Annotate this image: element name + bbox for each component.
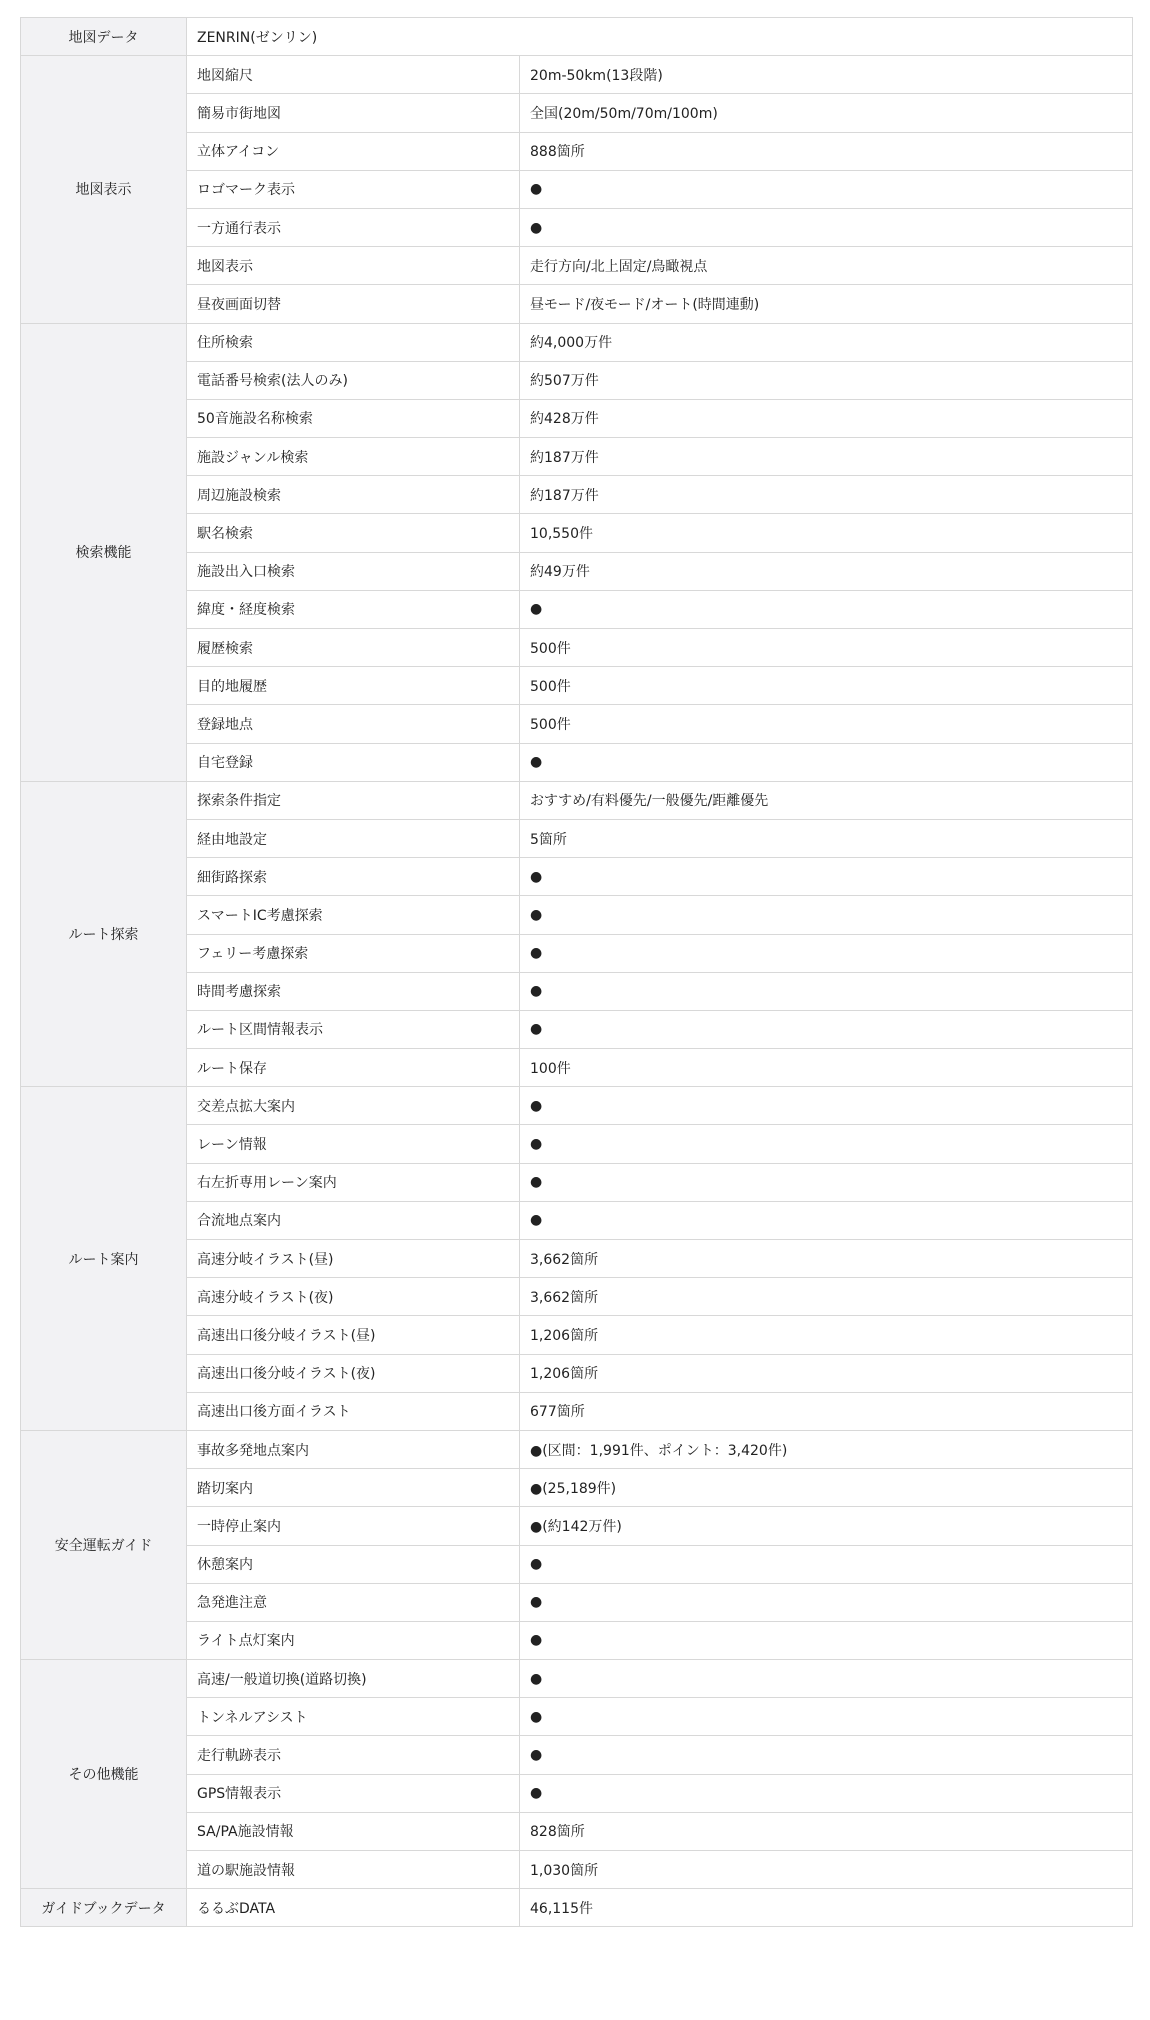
table-row: [21, 1316, 1133, 1354]
value-cell: 約428万件: [520, 399, 1133, 437]
item-cell: 高速分岐イラスト(夜): [187, 1278, 520, 1316]
table-row: [21, 1812, 1133, 1850]
value-cell: ●: [520, 1698, 1133, 1736]
item-cell: 緯度・経度検索: [187, 590, 520, 628]
table-row: [21, 1010, 1133, 1048]
value-cell: 3,662箇所: [520, 1278, 1133, 1316]
value-cell: 828箇所: [520, 1812, 1133, 1850]
table-row: [21, 705, 1133, 743]
item-cell: 一方通行表示: [187, 208, 520, 246]
value-cell: ●: [520, 1201, 1133, 1239]
item-cell: 立体アイコン: [187, 132, 520, 170]
item-cell: 目的地履歴: [187, 667, 520, 705]
table-row: [21, 208, 1133, 246]
category-cell: ルート案内: [21, 1087, 187, 1431]
value-cell: ●: [520, 934, 1133, 972]
table-row: [21, 1698, 1133, 1736]
value-cell: 500件: [520, 629, 1133, 667]
table-row: [21, 667, 1133, 705]
item-cell: ロゴマーク表示: [187, 170, 520, 208]
table-row: [21, 1545, 1133, 1583]
table-row: [21, 56, 1133, 94]
item-cell: 道の駅施設情報: [187, 1851, 520, 1889]
item-cell: 簡易市街地図: [187, 94, 520, 132]
value-cell: 3,662箇所: [520, 1240, 1133, 1278]
table-row: [21, 1851, 1133, 1889]
category-cell: その他機能: [21, 1660, 187, 1889]
table-row: [21, 1087, 1133, 1125]
table-row: [21, 247, 1133, 285]
value-cell: ●(区間：1,991件、ポイント：3,420件): [520, 1430, 1133, 1468]
spec-table-body: [21, 18, 1133, 1927]
value-cell: 677箇所: [520, 1392, 1133, 1430]
category-cell: 検索機能: [21, 323, 187, 781]
table-row: [21, 972, 1133, 1010]
table-row: [21, 1889, 1133, 1927]
item-cell: 履歴検索: [187, 629, 520, 667]
value-cell: ●: [520, 1621, 1133, 1659]
item-cell: 交差点拡大案内: [187, 1087, 520, 1125]
value-cell: 500件: [520, 705, 1133, 743]
table-row: [21, 1774, 1133, 1812]
item-cell: 踏切案内: [187, 1469, 520, 1507]
category-cell: 地図データ: [21, 18, 187, 56]
value-cell: 昼モード/夜モード/オート(時間連動): [520, 285, 1133, 323]
table-row: [21, 285, 1133, 323]
category-cell: ルート探索: [21, 781, 187, 1087]
table-row: [21, 1507, 1133, 1545]
value-cell: ●: [520, 972, 1133, 1010]
item-cell: 高速出口後分岐イラスト(昼): [187, 1316, 520, 1354]
item-cell: 駅名検索: [187, 514, 520, 552]
table-row: [21, 743, 1133, 781]
table-row: [21, 18, 1133, 56]
value-cell: 全国(20m/50m/70m/100m): [520, 94, 1133, 132]
item-cell: 時間考慮探索: [187, 972, 520, 1010]
item-cell: 一時停止案内: [187, 1507, 520, 1545]
table-row: [21, 476, 1133, 514]
item-cell: 地図表示: [187, 247, 520, 285]
item-cell: 登録地点: [187, 705, 520, 743]
item-cell: ルート区間情報表示: [187, 1010, 520, 1048]
item-cell: 走行軌跡表示: [187, 1736, 520, 1774]
value-cell: ●(25,189件): [520, 1469, 1133, 1507]
item-cell: ルート保存: [187, 1049, 520, 1087]
value-cell: 約49万件: [520, 552, 1133, 590]
item-cell: るるぶDATA: [187, 1889, 520, 1927]
item-cell: 高速出口後方面イラスト: [187, 1392, 520, 1430]
item-cell: 急発進注意: [187, 1583, 520, 1621]
value-cell: ●: [520, 1583, 1133, 1621]
table-row: [21, 361, 1133, 399]
item-cell: 休憩案内: [187, 1545, 520, 1583]
item-cell: レーン情報: [187, 1125, 520, 1163]
value-cell: ●: [520, 1087, 1133, 1125]
value-cell: 約507万件: [520, 361, 1133, 399]
value-cell: 1,206箇所: [520, 1316, 1133, 1354]
item-cell: 地図縮尺: [187, 56, 520, 94]
table-row: [21, 629, 1133, 667]
item-cell: 50音施設名称検索: [187, 399, 520, 437]
value-cell: 1,206箇所: [520, 1354, 1133, 1392]
value-cell: ●: [520, 1545, 1133, 1583]
category-cell: ガイドブックデータ: [21, 1889, 187, 1927]
table-row: [21, 514, 1133, 552]
table-row: [21, 1583, 1133, 1621]
item-cell: スマートIC考慮探索: [187, 896, 520, 934]
value-cell: 約4,000万件: [520, 323, 1133, 361]
table-row: [21, 323, 1133, 361]
value-cell: ●: [520, 1736, 1133, 1774]
item-cell: 合流地点案内: [187, 1201, 520, 1239]
item-cell: 自宅登録: [187, 743, 520, 781]
value-cell: 約187万件: [520, 438, 1133, 476]
value-cell: ●: [520, 858, 1133, 896]
table-row: [21, 858, 1133, 896]
item-cell: 高速分岐イラスト(昼): [187, 1240, 520, 1278]
value-cell: ●(約142万件): [520, 1507, 1133, 1545]
table-row: [21, 1392, 1133, 1430]
value-cell: 走行方向/北上固定/鳥瞰視点: [520, 247, 1133, 285]
table-row: [21, 1621, 1133, 1659]
value-cell: 46,115件: [520, 1889, 1133, 1927]
table-row: [21, 781, 1133, 819]
table-row: [21, 934, 1133, 972]
table-row: [21, 819, 1133, 857]
item-cell: GPS情報表示: [187, 1774, 520, 1812]
table-row: [21, 1278, 1133, 1316]
table-row: [21, 896, 1133, 934]
table-row: [21, 1201, 1133, 1239]
item-cell: 右左折専用レーン案内: [187, 1163, 520, 1201]
item-cell: トンネルアシスト: [187, 1698, 520, 1736]
item-cell: 施設ジャンル検索: [187, 438, 520, 476]
value-cell: 500件: [520, 667, 1133, 705]
spec-table-container: [20, 17, 1132, 1927]
value-cell: 5箇所: [520, 819, 1133, 857]
table-row: [21, 1125, 1133, 1163]
item-cell: 電話番号検索(法人のみ): [187, 361, 520, 399]
item-cell: 住所検索: [187, 323, 520, 361]
item-cell: 高速出口後分岐イラスト(夜): [187, 1354, 520, 1392]
item-cell: 周辺施設検索: [187, 476, 520, 514]
item-cell: 昼夜画面切替: [187, 285, 520, 323]
item-cell: 事故多発地点案内: [187, 1430, 520, 1468]
value-cell: 約187万件: [520, 476, 1133, 514]
table-row: [21, 1660, 1133, 1698]
item-cell: 高速/一般道切換(道路切換): [187, 1660, 520, 1698]
value-cell: 888箇所: [520, 132, 1133, 170]
category-cell: 安全運転ガイド: [21, 1430, 187, 1659]
value-cell: おすすめ/有料優先/一般優先/距離優先: [520, 781, 1133, 819]
value-cell: 10,550件: [520, 514, 1133, 552]
value-cell: 100件: [520, 1049, 1133, 1087]
value-cell: ●: [520, 170, 1133, 208]
spec-table: [20, 17, 1133, 1927]
value-cell: ●: [520, 1125, 1133, 1163]
category-cell: 地図表示: [21, 56, 187, 323]
table-row: [21, 399, 1133, 437]
table-row: [21, 1049, 1133, 1087]
value-cell: ●: [520, 743, 1133, 781]
value-cell: ●: [520, 590, 1133, 628]
value-cell: 1,030箇所: [520, 1851, 1133, 1889]
table-row: [21, 590, 1133, 628]
table-row: [21, 1354, 1133, 1392]
value-cell: 20m-50km(13段階): [520, 56, 1133, 94]
item-cell: フェリー考慮探索: [187, 934, 520, 972]
item-cell: SA/PA施設情報: [187, 1812, 520, 1850]
table-row: [21, 1430, 1133, 1468]
value-cell: ●: [520, 1010, 1133, 1048]
table-row: [21, 1163, 1133, 1201]
item-cell: 施設出入口検索: [187, 552, 520, 590]
value-cell: ●: [520, 1660, 1133, 1698]
value-cell: ●: [520, 1163, 1133, 1201]
item-cell: ライト点灯案内: [187, 1621, 520, 1659]
item-cell: 探索条件指定: [187, 781, 520, 819]
table-row: [21, 1240, 1133, 1278]
table-row: [21, 94, 1133, 132]
item-cell: 経由地設定: [187, 819, 520, 857]
table-row: [21, 1469, 1133, 1507]
table-row: [21, 438, 1133, 476]
value-cell: ●: [520, 208, 1133, 246]
table-row: [21, 170, 1133, 208]
value-cell: ●: [520, 896, 1133, 934]
table-row: [21, 552, 1133, 590]
table-row: [21, 132, 1133, 170]
item-cell: 細街路探索: [187, 858, 520, 896]
value-cell: ZENRIN(ゼンリン): [187, 18, 1133, 56]
value-cell: ●: [520, 1774, 1133, 1812]
table-row: [21, 1736, 1133, 1774]
